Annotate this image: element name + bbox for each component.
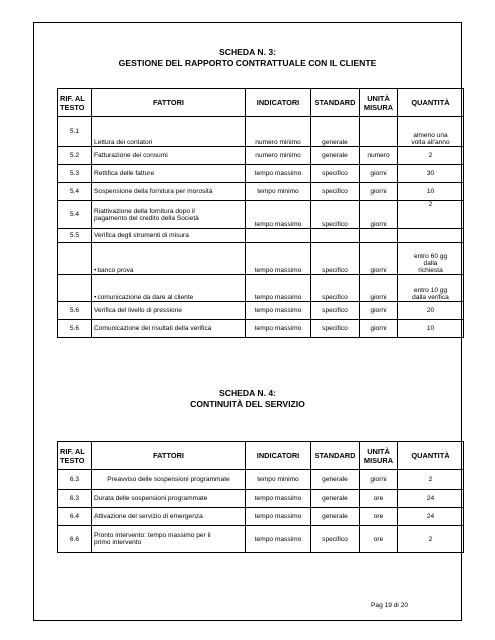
header-unita: UNITÀ MISURA	[360, 442, 398, 470]
cell-fattore: Preavviso delle sospensioni programmate	[92, 470, 246, 490]
cell-fattore: Pronto intervento: tempo massimo per il primo intervento	[92, 526, 246, 553]
cell-standard: generale	[311, 117, 360, 147]
table-row	[58, 275, 464, 302]
cell-quantita: 24	[398, 490, 464, 508]
header-fattori: FATTORI	[92, 89, 246, 117]
cell-quantita: almeno una volta all'anno	[398, 117, 464, 147]
scheda4-table	[57, 441, 464, 553]
cell-standard: specifico	[311, 243, 360, 275]
cell-indicatore: tempo massimo	[246, 508, 311, 526]
table-header-row	[58, 89, 464, 117]
cell-rif: 6.3	[58, 470, 92, 490]
cell-unita	[360, 117, 398, 147]
cell-standard: specifico	[311, 165, 360, 183]
table-row	[58, 117, 464, 147]
table-row	[58, 183, 464, 201]
cell-quantita: 2	[398, 526, 464, 553]
table-row	[58, 490, 464, 508]
cell-indicatore: numero minimo	[246, 147, 311, 165]
cell-unita: giorni	[360, 243, 398, 275]
cell-quantita	[398, 229, 464, 243]
table-row	[58, 526, 464, 553]
scheda3-table	[57, 88, 464, 338]
cell-rif	[58, 275, 92, 302]
cell-rif: 5.6	[58, 320, 92, 338]
cell-indicatore: tempo minimo	[246, 183, 311, 201]
cell-indicatore: tempo massimo	[246, 490, 311, 508]
cell-rif: 6.3	[58, 490, 92, 508]
cell-quantita: 24	[398, 508, 464, 526]
cell-indicatore: tempo massimo	[246, 320, 311, 338]
scheda3-title-text: GESTIONE DEL RAPPORTO CONTRATTUALE CON IL CLIENTE	[118, 58, 377, 68]
table-header-row	[58, 442, 464, 470]
cell-indicatore: tempo massimo	[246, 201, 311, 229]
cell-indicatore: tempo minimo	[246, 470, 311, 490]
cell-fattore: Sospensione della fornitura per morosità	[92, 183, 246, 201]
cell-standard: specifico	[311, 275, 360, 302]
cell-unita: ore	[360, 508, 398, 526]
cell-unita: ore	[360, 526, 398, 553]
cell-standard: specifico	[311, 183, 360, 201]
cell-unita: numero	[360, 147, 398, 165]
page-number: Pag 19 di 20	[371, 602, 409, 609]
table-row	[58, 508, 464, 526]
cell-rif: 5.4	[58, 201, 92, 229]
cell-standard: specifico	[311, 302, 360, 320]
cell-indicatore: numero minimo	[246, 117, 311, 147]
cell-indicatore: tempo massimo	[246, 275, 311, 302]
cell-indicatore: tempo massimo	[246, 526, 311, 553]
cell-quantita: 10	[398, 183, 464, 201]
cell-quantita: 20	[398, 302, 464, 320]
cell-rif: 5.3	[58, 165, 92, 183]
header-rif: RIF. AL TESTO	[58, 89, 92, 117]
cell-standard: specifico	[311, 526, 360, 553]
table-row	[58, 320, 464, 338]
header-standard: STANDARD	[311, 442, 360, 470]
cell-quantita: entro 10 gg dalla verifica	[398, 275, 464, 302]
cell-fattore: Comunicazione dei risultati della verifica	[92, 320, 246, 338]
cell-indicatore: tempo massimo	[246, 165, 311, 183]
cell-fattore: Verifica del livello di pressione	[92, 302, 246, 320]
cell-unita: giorni	[360, 470, 398, 490]
cell-rif: 5.1	[58, 117, 92, 147]
table-row	[58, 243, 464, 275]
cell-fattore: Fatturazione dei consumi	[92, 147, 246, 165]
cell-fattore: • banco prova	[92, 243, 246, 275]
table-row	[58, 229, 464, 243]
cell-standard: specifico	[311, 320, 360, 338]
scheda3-title	[33, 47, 462, 69]
cell-unita: giorni	[360, 302, 398, 320]
cell-fattore: Lettura dei contatori	[92, 117, 246, 147]
header-fattori: FATTORI	[92, 442, 246, 470]
header-indicatori: INDICATORI	[246, 89, 311, 117]
cell-unita: giorni	[360, 201, 398, 229]
cell-indicatore	[246, 229, 311, 243]
header-quantita: QUANTITÀ	[398, 89, 464, 117]
cell-unita: giorni	[360, 275, 398, 302]
cell-unita: giorni	[360, 320, 398, 338]
cell-quantita: 2	[398, 201, 464, 229]
scheda4-title	[33, 388, 462, 410]
cell-rif: 5.5	[58, 229, 92, 243]
header-quantita: QUANTITÀ	[398, 442, 464, 470]
header-indicatori: INDICATORI	[246, 442, 311, 470]
cell-rif	[58, 243, 92, 275]
cell-standard	[311, 229, 360, 243]
cell-fattore: Durata delle sospensioni programmate	[92, 490, 246, 508]
table-row	[58, 201, 464, 229]
header-standard: STANDARD	[311, 89, 360, 117]
cell-quantita: 2	[398, 147, 464, 165]
cell-quantita: 30	[398, 165, 464, 183]
cell-unita: giorni	[360, 183, 398, 201]
scheda4-title-text: CONTINUITÀ DEL SERVIZIO	[190, 399, 305, 409]
header-unita: UNITÀ MISURA	[360, 89, 398, 117]
cell-rif: 6.6	[58, 526, 92, 553]
cell-unita: ore	[360, 490, 398, 508]
cell-indicatore: tempo massimo	[246, 243, 311, 275]
cell-quantita: 2	[398, 470, 464, 490]
table-row	[58, 302, 464, 320]
cell-standard: specifico	[311, 201, 360, 229]
cell-quantita: entro 60 gg dalla richiesta	[398, 243, 464, 275]
scheda3-title-number: SCHEDA N. 3:	[219, 47, 276, 57]
cell-fattore: Attivazione del servizio di emergenza	[92, 508, 246, 526]
header-rif: RIF. AL TESTO	[58, 442, 92, 470]
cell-standard: generale	[311, 470, 360, 490]
scheda4-title-number: SCHEDA N. 4:	[219, 388, 276, 398]
table-row	[58, 147, 464, 165]
cell-standard: generale	[311, 508, 360, 526]
cell-standard: generale	[311, 147, 360, 165]
cell-rif: 6.4	[58, 508, 92, 526]
table-row	[58, 470, 464, 490]
cell-standard: generale	[311, 490, 360, 508]
cell-rif: 5.6	[58, 302, 92, 320]
cell-unita: giorni	[360, 165, 398, 183]
cell-indicatore: tempo massimo	[246, 302, 311, 320]
cell-rif: 5.4	[58, 183, 92, 201]
cell-fattore: Rettifica delle fatture	[92, 165, 246, 183]
cell-rif: 5.2	[58, 147, 92, 165]
cell-fattore: Riattivazione della fornitura dopo il pagamento del credito della Società	[92, 201, 246, 229]
cell-unita	[360, 229, 398, 243]
cell-quantita: 10	[398, 320, 464, 338]
cell-fattore: • comunicazione da dare al cliente	[92, 275, 246, 302]
table-row	[58, 165, 464, 183]
cell-fattore: Verifica degli strumenti di misura	[92, 229, 246, 243]
